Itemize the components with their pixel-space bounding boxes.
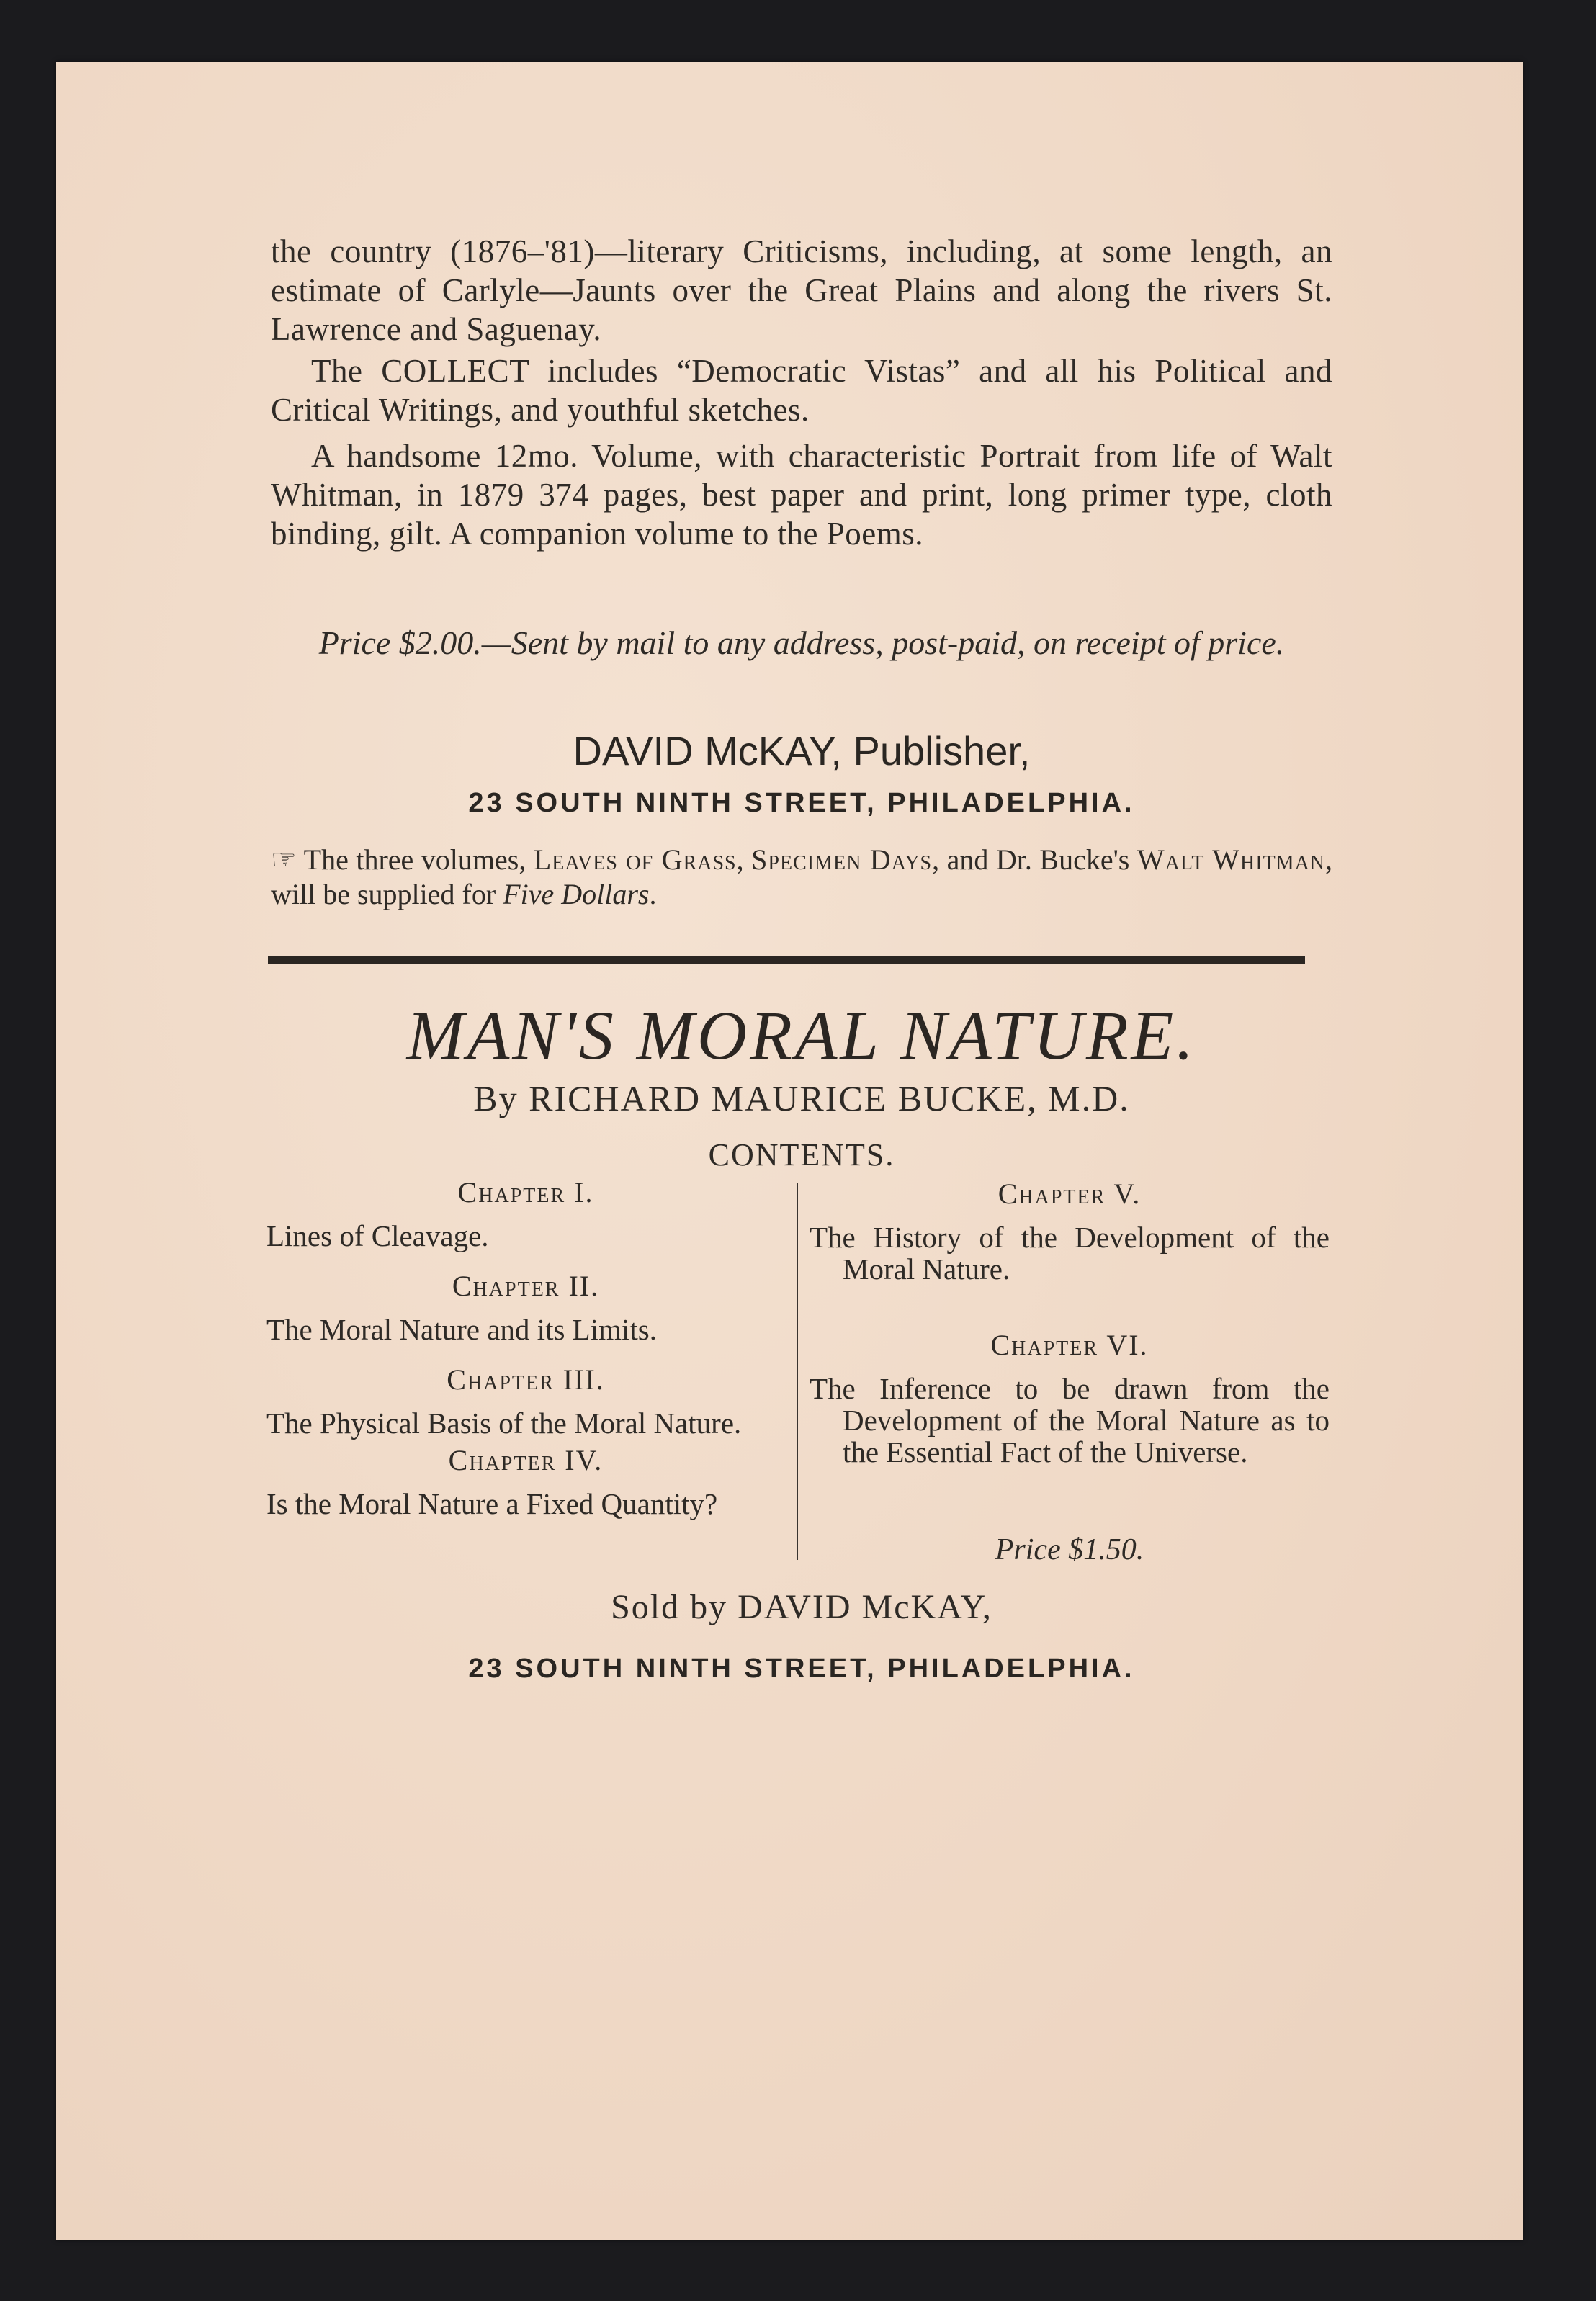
contents-right-column — [810, 1178, 1330, 1468]
chapter-title: Lines of Cleavage. — [266, 1219, 489, 1252]
book-title: MAN'S MORAL NATURE. — [406, 997, 1197, 1074]
paragraph-contents-continued: the country (1876–'81)—literary Criticisms, including, at some length, an estimate of Carlyle—Jaunts over the Great Plains and along the rivers St. Lawrence and Saguenay. — [271, 233, 1332, 347]
note-price-italic: Five Dollars — [503, 878, 650, 910]
note-text-3: , and Dr. Bucke's — [932, 843, 1137, 876]
chapter-heading: Chapter II. — [452, 1270, 600, 1302]
chapter-heading: Chapter IV. — [448, 1444, 604, 1476]
note-title-specimen-days: Specimen Days — [751, 843, 933, 876]
note-text-4: , will be supplied for — [271, 843, 1333, 910]
chapter-heading: Chapter VI. — [990, 1329, 1149, 1361]
note-title-leaves-of-grass: Leaves of Grass — [533, 843, 737, 876]
sold-by-address: 23 SOUTH NINTH STREET, PHILADELPHIA. — [468, 1654, 1135, 1684]
price-line: Price $2.00.—Sent by mail to any address, post-paid, on receipt of price. — [318, 624, 1285, 661]
section-divider-rule — [268, 956, 1305, 964]
chapter-heading: Chapter I. — [457, 1176, 594, 1208]
chapter-title: The Physical Basis of the Moral Nature. — [266, 1407, 742, 1440]
chapter-title: The Moral Nature and its Limits. — [266, 1313, 657, 1346]
paragraph-collect: The COLLECT includes “Democratic Vistas” and all his Political and Critical Writings, and youthful sketches. — [271, 353, 1332, 428]
publisher-name: DAVID McKAY, Publisher, — [573, 728, 1031, 773]
publisher-address: 23 SOUTH NINTH STREET, PHILADELPHIA. — [468, 788, 1135, 818]
note-text-2: , — [736, 843, 752, 876]
column-divider — [797, 1183, 798, 1560]
note-title-walt-whitman: Walt Whitman — [1137, 843, 1326, 876]
description-block — [271, 232, 1332, 553]
book-price: Price $1.50. — [995, 1533, 1144, 1566]
chapter-title: The History of the Development of the Moral Nature. — [810, 1221, 1330, 1286]
chapter-heading: Chapter V. — [998, 1178, 1142, 1210]
chapter-heading: Chapter III. — [447, 1363, 605, 1396]
sold-by-line: Sold by DAVID McKAY, — [611, 1588, 992, 1626]
offer-note — [271, 843, 1332, 912]
contents-heading: CONTENTS. — [708, 1137, 895, 1172]
contents-left-column — [266, 1177, 785, 1520]
book-byline: By RICHARD MAURICE BUCKE, M.D. — [473, 1078, 1130, 1118]
chapter-title: Is the Moral Nature a Fixed Quantity? — [266, 1487, 718, 1520]
paragraph-volume-details: A handsome 12mo. Volume, with characteristic Portrait from life of Walt Whitman, in 1879 374 pages, best paper and print, long primer type, cloth binding, gilt. A companion volume to the Poems. — [271, 438, 1332, 552]
chapter-title: The Inference to be drawn from the Development of the Moral Nature as to the Essential Fact of the Universe. — [810, 1372, 1330, 1468]
note-text-1: The three volumes, — [303, 843, 534, 876]
note-text-5: . — [649, 878, 657, 910]
pointing-hand-icon: ☞ — [271, 843, 297, 876]
